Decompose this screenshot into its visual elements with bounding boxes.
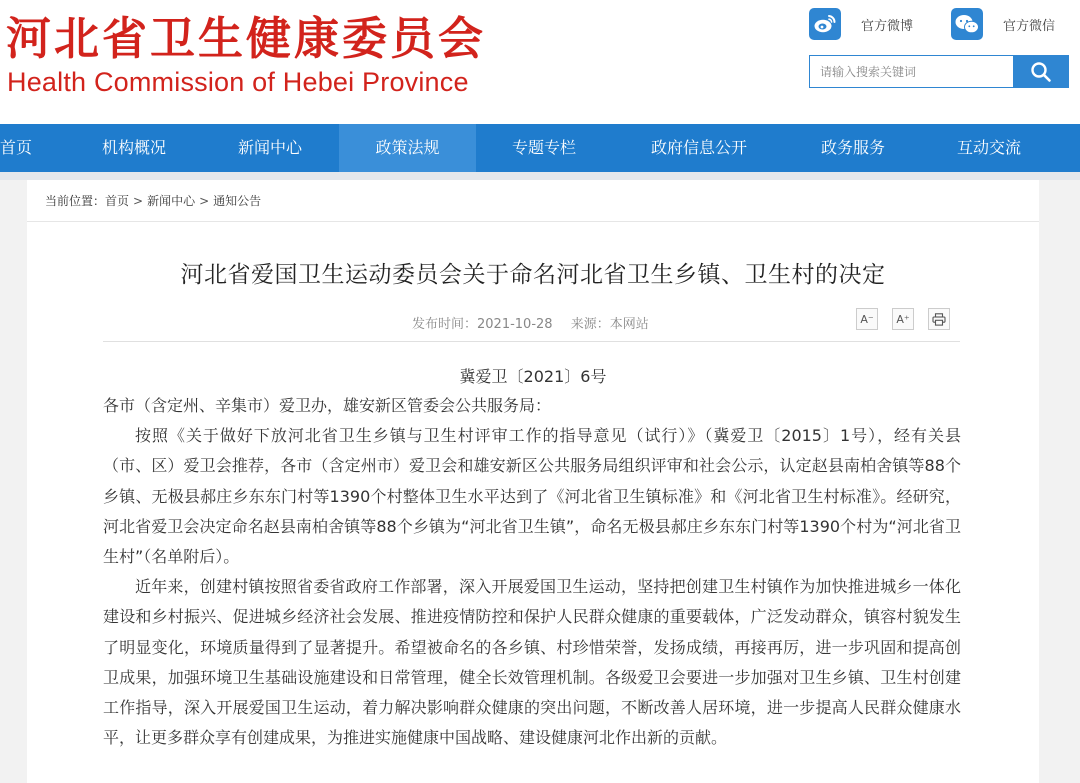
article-paragraph: 按照《关于做好下放河北省卫生乡镇与卫生村评审工作的指导意见（试行）》（冀爱卫〔2015〕1号），经有关县（市、区）爱卫会推荐，各市（含定州市）爱卫会和雄安新区公共服务局组织评审和社会公示，认定赵县南柏舍镇等88个乡镇、无极县郝庄乡东东门村等1390个村整体卫生水平达到了《河北省卫生镇标准》和《河北省卫生村标准》。经研究，河北省爱卫会决定命名赵县南柏舍镇等88个乡镇为“河北省卫生镇”，命名无极县郝庄乡东东门村等1390个村为“河北省卫生村”（名单附后）。	[103, 426, 961, 567]
font-increase-button[interactable]: A⁺	[892, 308, 914, 330]
breadcrumb-home[interactable]: 首页	[105, 194, 130, 208]
publish-label: 发布时间：	[412, 317, 478, 332]
nav-item-home[interactable]: 首页	[0, 138, 33, 157]
nav-item-news[interactable]: 新闻中心	[237, 138, 302, 157]
source-value: 本网站	[609, 317, 649, 332]
nav-item-topics[interactable]: 专题专栏	[511, 138, 576, 157]
wechat-icon[interactable]	[951, 8, 983, 40]
breadcrumb-prefix: 当前位置：	[45, 194, 106, 208]
article-title: 河北省爱国卫生运动委员会关于命名河北省卫生乡镇、卫生村的决定	[180, 262, 886, 288]
article-tools	[856, 308, 964, 330]
breadcrumb-separator: >	[199, 194, 210, 208]
breadcrumb-notices[interactable]: 通知公告	[213, 194, 262, 208]
weibo-label[interactable]: 官方微博	[861, 18, 914, 34]
print-icon[interactable]	[932, 313, 946, 326]
salutation: 各市（含定州、辛集市）爱卫办，雄安新区管委会公共服务局：	[103, 396, 552, 415]
search-icon[interactable]	[1030, 61, 1052, 83]
source-label: 来源：	[570, 317, 610, 332]
nav-shadow	[0, 172, 1080, 180]
article-meta	[412, 313, 649, 332]
site-title-en[interactable]: Health Commission of Hebei Province	[7, 67, 469, 97]
breadcrumb-separator: >	[133, 194, 144, 208]
search-input[interactable]	[809, 55, 1013, 88]
wechat-link[interactable]	[951, 8, 1055, 40]
nav-item-gov-info[interactable]: 政府信息公开	[650, 138, 747, 157]
search-button[interactable]	[1013, 55, 1069, 88]
nav-item-about[interactable]: 机构概况	[101, 138, 166, 157]
article-body	[103, 391, 961, 753]
article-paragraph: 近年来，创建村镇按照省委省政府工作部署，深入开展爱国卫生运动，坚持把创建卫生村镇作为加快推进城乡一体化建设和乡村振兴、促进城乡经济社会发展、推进疫情防控和保护人民群众健康的重要载体，广泛发动群众，镇容村貌发生了明显变化，环境质量得到了显著提升。希望被命名的各乡镇、村珍惜荣誉，发扬成绩，再接再厉，进一步巩固和提高创卫成果，加强环境卫生基础设施建设和日常管理，健全长效管理机制。各级爱卫会要进一步加强对卫生乡镇、卫生村创建工作指导，深入开展爱国卫生运动，着力解决影响群众健康的突出问题，不断改善人居环境，进一步提高人民群众健康水平，让更多群众享有创建成果，为推进实施健康中国战略、建设健康河北作出新的贡献。	[103, 577, 961, 748]
weibo-icon[interactable]	[809, 8, 841, 40]
search-box	[809, 55, 1069, 88]
wechat-label[interactable]: 官方微信	[1003, 18, 1056, 34]
nav-item-interaction[interactable]: 互动交流	[956, 138, 1021, 157]
article-panel	[27, 180, 1039, 783]
nav-item-policy[interactable]: 政策法规	[339, 124, 476, 172]
breadcrumb	[45, 192, 261, 209]
document-number: 冀爱卫〔2021〕6号	[459, 367, 607, 386]
breadcrumb-news[interactable]: 新闻中心	[147, 194, 196, 208]
print-button[interactable]	[928, 308, 950, 330]
weibo-link[interactable]	[809, 8, 913, 40]
font-decrease-button[interactable]: A⁻	[856, 308, 878, 330]
publish-date: 2021-10-28	[477, 317, 553, 332]
site-header	[0, 0, 1080, 124]
site-title-cn[interactable]: 河北省卫生健康委员会	[6, 12, 487, 65]
nav-item-services[interactable]: 政务服务	[820, 138, 885, 157]
breadcrumb-divider	[27, 221, 1039, 222]
main-nav	[0, 124, 1080, 172]
article-divider	[103, 341, 960, 342]
